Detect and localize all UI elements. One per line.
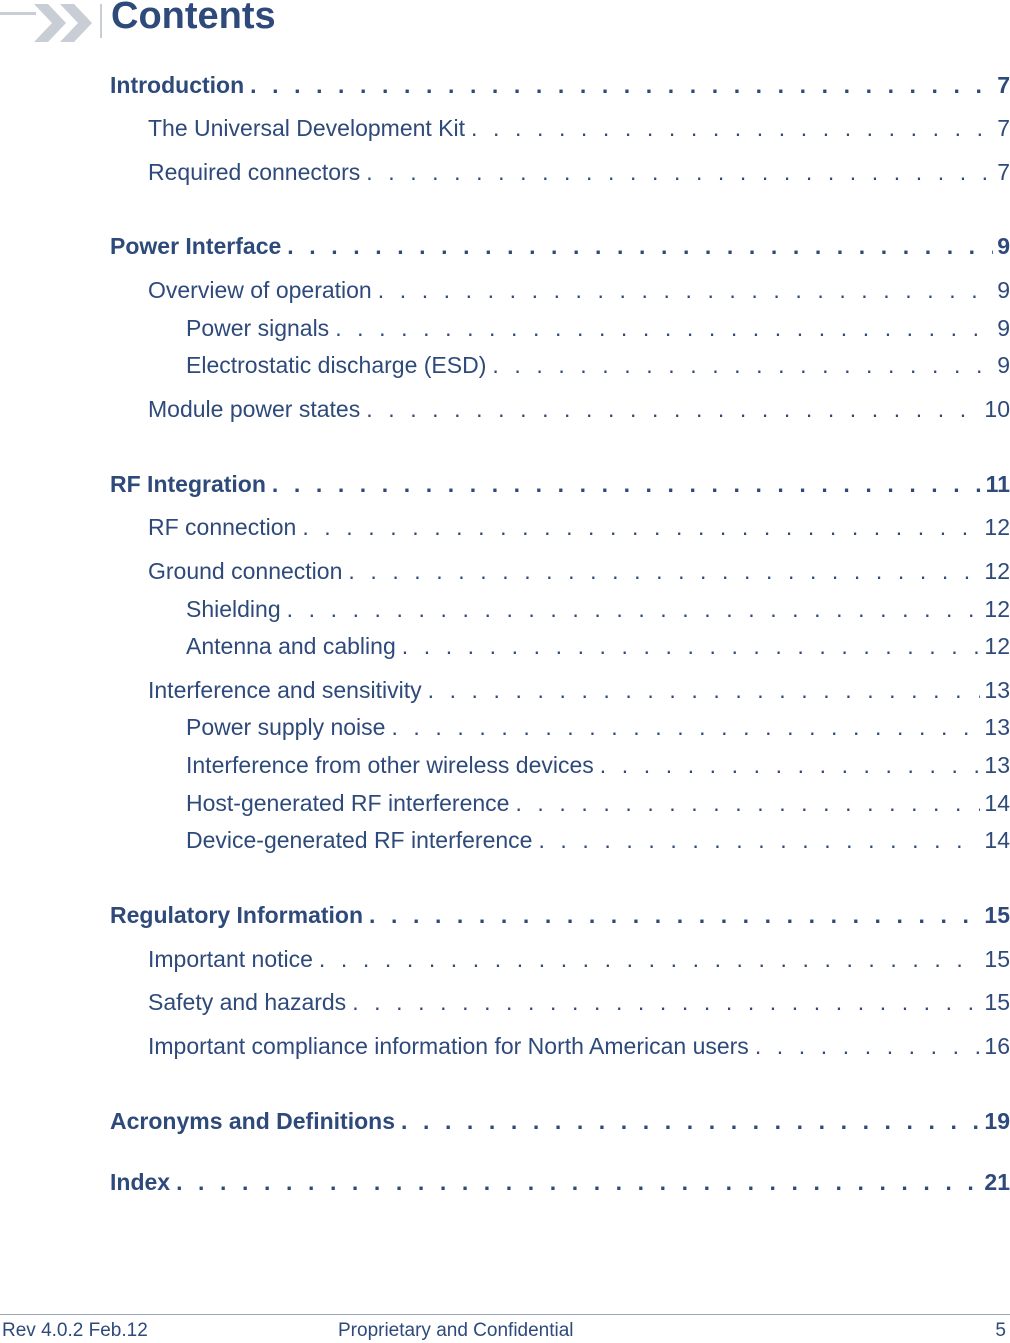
toc-leader-dots bbox=[287, 231, 993, 261]
toc-entry-title: Power Interface bbox=[110, 233, 282, 259]
toc-entry[interactable] bbox=[186, 350, 1010, 380]
toc-leader-dots bbox=[348, 556, 980, 586]
toc-entry-page: 12 bbox=[984, 596, 1010, 622]
toc-leader-dots bbox=[369, 900, 980, 930]
toc-entry-title: RF Integration bbox=[110, 471, 266, 497]
toc-entry-title: Important compliance information for North American users bbox=[148, 1033, 749, 1059]
toc-entry-title: Electrostatic discharge (ESD) bbox=[186, 352, 487, 378]
toc-entry[interactable] bbox=[148, 394, 1010, 424]
toc-entry[interactable] bbox=[186, 594, 1010, 624]
toc-entry-page: 12 bbox=[984, 514, 1010, 540]
toc-entry-page: 14 bbox=[984, 790, 1010, 816]
toc-entry[interactable] bbox=[110, 1106, 1010, 1136]
footer-divider bbox=[0, 1314, 1010, 1315]
toc-entry[interactable] bbox=[148, 987, 1010, 1017]
toc-entry-page: 19 bbox=[984, 1108, 1010, 1134]
toc-entry-title: Device-generated RF interference bbox=[186, 827, 533, 853]
toc-leader-dots bbox=[401, 1106, 980, 1136]
toc-entry[interactable] bbox=[148, 556, 1010, 586]
toc-entry-title: Ground connection bbox=[148, 558, 343, 584]
toc-entry-page: 12 bbox=[984, 633, 1010, 659]
toc-entry[interactable] bbox=[186, 788, 1010, 818]
toc-entry[interactable] bbox=[110, 231, 1010, 261]
toc-leader-dots bbox=[755, 1031, 981, 1061]
toc-entry[interactable] bbox=[148, 113, 1010, 143]
toc-leader-dots bbox=[352, 987, 980, 1017]
toc-entry-page: 7 bbox=[997, 72, 1010, 98]
toc-entry[interactable] bbox=[186, 313, 1010, 343]
toc-leader-dots bbox=[391, 712, 980, 742]
toc-entry-title: Important notice bbox=[148, 946, 313, 972]
footer-page-number: 5 bbox=[995, 1320, 1006, 1341]
toc-entry-title: Antenna and cabling bbox=[186, 633, 396, 659]
header-chevron-decoration bbox=[0, 0, 110, 46]
toc-entry-title: Host-generated RF interference bbox=[186, 790, 510, 816]
toc-leader-dots bbox=[250, 70, 993, 100]
toc-entry[interactable] bbox=[186, 712, 1010, 742]
toc-entry-page: 13 bbox=[984, 677, 1010, 703]
toc-entry-page: 11 bbox=[985, 471, 1010, 497]
toc-leader-dots bbox=[402, 631, 981, 661]
toc-entry[interactable] bbox=[148, 1031, 1010, 1061]
toc-entry-title: Overview of operation bbox=[148, 277, 372, 303]
toc-entry-title: Power signals bbox=[186, 315, 330, 341]
toc-entry[interactable] bbox=[148, 944, 1010, 974]
toc-entry-title: Index bbox=[110, 1169, 171, 1195]
toc-entry-page: 15 bbox=[984, 989, 1010, 1015]
toc-entry[interactable] bbox=[110, 900, 1010, 930]
toc-entry-title: Introduction bbox=[110, 72, 245, 98]
toc-entry-title: Interference from other wireless devices bbox=[186, 752, 594, 778]
toc-leader-dots bbox=[378, 275, 993, 305]
toc-leader-dots bbox=[319, 944, 980, 974]
toc-entry[interactable] bbox=[110, 469, 1010, 499]
toc-leader-dots bbox=[302, 512, 980, 542]
toc-entry-page: 10 bbox=[984, 396, 1010, 422]
toc-entry-title: Regulatory Information bbox=[110, 902, 364, 928]
toc-entry[interactable] bbox=[148, 512, 1010, 542]
toc-leader-dots bbox=[176, 1167, 980, 1197]
toc-entry[interactable] bbox=[148, 275, 1010, 305]
toc-entry-page: 7 bbox=[997, 115, 1010, 141]
toc-leader-dots bbox=[471, 113, 993, 143]
toc-entry-title: The Universal Development Kit bbox=[148, 115, 466, 141]
toc-entry-page: 7 bbox=[997, 159, 1010, 185]
toc-entry-page: 9 bbox=[997, 233, 1010, 259]
toc-entry-page: 13 bbox=[984, 714, 1010, 740]
toc-leader-dots bbox=[600, 750, 981, 780]
toc-entry-page: 21 bbox=[984, 1169, 1010, 1195]
footer-confidentiality: Proprietary and Confidential bbox=[338, 1320, 574, 1341]
toc-leader-dots bbox=[538, 825, 980, 855]
toc-entry-page: 16 bbox=[984, 1033, 1010, 1059]
toc-entry[interactable] bbox=[110, 1167, 1010, 1197]
toc-entry-page: 14 bbox=[984, 827, 1010, 853]
toc-entry-page: 9 bbox=[997, 315, 1010, 341]
toc-entry[interactable] bbox=[110, 70, 1010, 100]
toc-entry-title: Shielding bbox=[186, 596, 281, 622]
toc-entry[interactable] bbox=[148, 675, 1010, 705]
toc-entry-title: Interference and sensitivity bbox=[148, 677, 422, 703]
toc-entry-page: 9 bbox=[997, 277, 1010, 303]
toc-entry-title: Acronyms and Definitions bbox=[110, 1108, 395, 1134]
toc-entry[interactable] bbox=[148, 157, 1010, 187]
toc-leader-dots bbox=[366, 394, 980, 424]
toc-entry-page: 12 bbox=[984, 558, 1010, 584]
toc-entry-page: 15 bbox=[984, 902, 1010, 928]
toc-leader-dots bbox=[366, 157, 993, 187]
toc-leader-dots bbox=[515, 788, 980, 818]
toc-leader-dots bbox=[287, 594, 981, 624]
toc-entry-page: 9 bbox=[997, 352, 1010, 378]
page-title: Contents bbox=[111, 0, 276, 37]
footer-revision: Rev 4.0.2 Feb.12 bbox=[2, 1320, 148, 1341]
toc-entry[interactable] bbox=[186, 750, 1010, 780]
toc-leader-dots bbox=[492, 350, 993, 380]
toc-leader-dots bbox=[272, 469, 982, 499]
toc-entry-page: 15 bbox=[984, 946, 1010, 972]
toc-entry-page: 13 bbox=[984, 752, 1010, 778]
toc-entry[interactable] bbox=[186, 631, 1010, 661]
toc-entry-title: Required connectors bbox=[148, 159, 361, 185]
toc-entry-title: RF connection bbox=[148, 514, 297, 540]
toc-leader-dots bbox=[428, 675, 981, 705]
toc-entry[interactable] bbox=[186, 825, 1010, 855]
toc-entry-title: Module power states bbox=[148, 396, 361, 422]
toc-entry-title: Safety and hazards bbox=[148, 989, 347, 1015]
toc-entry-title: Power supply noise bbox=[186, 714, 386, 740]
toc-leader-dots bbox=[335, 313, 993, 343]
